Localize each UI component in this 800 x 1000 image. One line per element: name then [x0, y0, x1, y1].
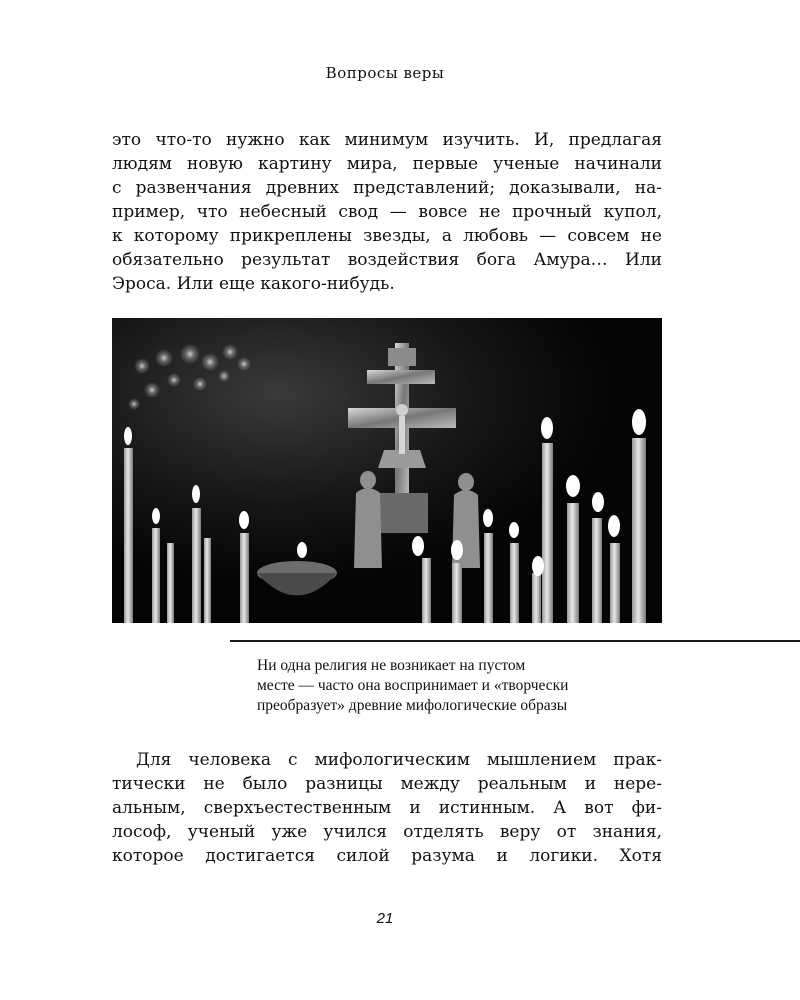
text-line: людям новую картину мира, первые ученые начинали: [112, 154, 662, 174]
paragraph-1: [112, 128, 662, 296]
caption-line: преобразует» древние мифологические образы: [257, 697, 568, 714]
text-line: к которому прикреплены звезды, а любовь — совсем не: [112, 226, 662, 246]
page-number: 21: [376, 910, 394, 927]
caption-line: месте — часто она воспринимает и «творчески: [257, 677, 569, 694]
text-line: которое достигается силой разума и логики. Хотя: [112, 846, 662, 866]
caption-line: Ни одна религия не возникает на пустом: [257, 657, 526, 674]
text-line: тически не было разницы между реальным и нере-: [112, 774, 662, 794]
paragraph-2: [112, 748, 662, 868]
figure-caption: [257, 656, 677, 716]
text-line: это что-то нужно как минимум изучить. И, предлагая: [112, 130, 662, 150]
running-head: Вопросы веры: [325, 64, 445, 82]
text-line: альным, сверхъестественным и истинным. А вот фи-: [112, 798, 662, 818]
text-line: лософ, ученый уже учился отделять веру от знания,: [112, 822, 662, 842]
candles-crucifix-photo: [112, 318, 662, 623]
text-line: Эроса. Или еще какого-нибудь.: [112, 274, 395, 294]
caption-rule: [230, 640, 800, 642]
text-line: Для человека с мифологическим мышлением прак-: [136, 750, 662, 770]
text-line: обязательно результат воздействия бога Амура… Или: [112, 250, 662, 270]
text-line: с развенчания древних представлений; доказывали, на-: [112, 178, 662, 198]
text-line: пример, что небесный свод — вовсе не прочный купол,: [112, 202, 662, 222]
